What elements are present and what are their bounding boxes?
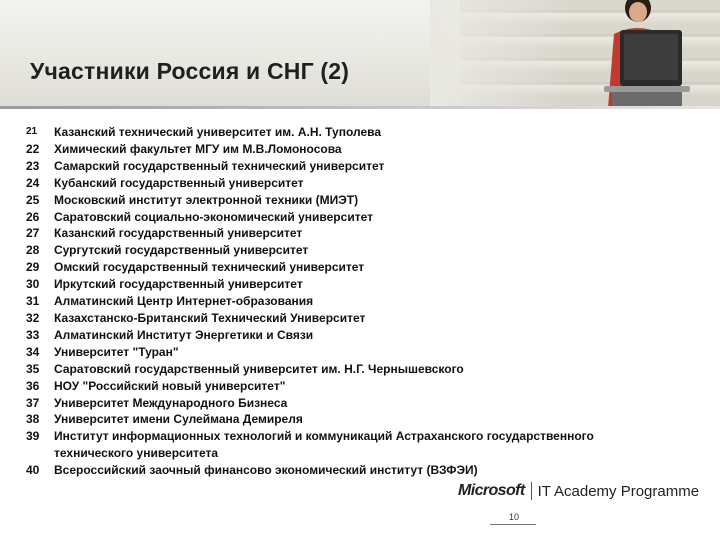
list-item-name: Самарский государственный технический университет: [54, 158, 385, 173]
list-item-number: 30: [26, 277, 40, 292]
list-item-name: Институт информационных технологий и коммуникаций Астраханского государственного технического университета: [54, 429, 594, 461]
list-item-name: Казанский государственный университет: [54, 226, 303, 241]
list-item: [26, 192, 666, 209]
list-item: [26, 158, 666, 175]
list-item: [26, 124, 666, 141]
list-item: [26, 378, 666, 395]
list-item-name: Университет имени Сулеймана Демиреля: [54, 412, 303, 427]
list-item-name: Кубанский государственный университет: [54, 175, 304, 190]
programme-name: IT Academy Programme: [537, 482, 700, 500]
list-item-name: Саратовский социально-экономический университет: [54, 209, 373, 224]
microsoft-wordmark: Microsoft: [458, 482, 525, 499]
list-item-name: Химический факультет МГУ им М.В.Ломоносова: [54, 141, 342, 156]
list-item-name: Алматинский Центр Интернет-образования: [54, 294, 314, 309]
list-item-number: 29: [26, 260, 40, 275]
list-item-name: Сургутский государственный университет: [54, 243, 309, 258]
list-item-number: 26: [26, 209, 40, 224]
list-item: [26, 462, 666, 479]
page-number: 10: [509, 512, 520, 522]
list-item-name: Саратовский государственный университет им. Н.Г. Чернышевского: [54, 361, 464, 376]
list-item-number: 40: [26, 463, 40, 478]
list-item-number: 34: [26, 344, 40, 359]
microsoft-it-academy-logo: [458, 480, 699, 502]
list-item: [26, 293, 666, 310]
list-item-number: 35: [26, 361, 40, 376]
list-item-name: НОУ "Российский новый университет": [54, 378, 286, 393]
slide-title: Участники Россия и СНГ (2): [30, 58, 350, 84]
list-item-name: Казахстанско-Британский Технический Университет: [54, 310, 366, 325]
list-item-number: 27: [26, 226, 40, 241]
list-item-name: Омский государственный технический университет: [54, 260, 365, 275]
participants-list: [26, 124, 666, 479]
list-item: [26, 276, 666, 293]
list-item-number: 22: [26, 141, 40, 156]
list-item-name: Казанский технический университет им. А.Н. Туполева: [54, 125, 382, 139]
list-item-number: 23: [26, 158, 40, 173]
list-item-name: Университет Международного Бизнеса: [54, 395, 288, 410]
list-item: [26, 259, 666, 276]
header-banner: [0, 0, 720, 108]
list-item-number: 36: [26, 378, 40, 393]
list-item-name: Университет "Туран": [54, 344, 179, 359]
list-item: [26, 428, 666, 462]
list-item: [26, 327, 666, 344]
list-item: [26, 175, 666, 192]
list-item-number: 39: [26, 429, 40, 444]
list-item: [26, 411, 666, 428]
list-item-number: 31: [26, 294, 40, 309]
list-item-name: Московский институт электронной техники (МИЭТ): [54, 192, 359, 207]
page-number-underline: [490, 524, 536, 525]
list-item-name: Алматинский Институт Энергетики и Связи: [54, 327, 314, 342]
list-item-number: 32: [26, 310, 40, 325]
list-item-number: 24: [26, 175, 40, 190]
list-item: [26, 310, 666, 327]
list-item: [26, 141, 666, 158]
list-item-number: 25: [26, 192, 40, 207]
list-item: [26, 344, 666, 361]
title-divider: [0, 106, 720, 109]
list-item-number: 38: [26, 412, 40, 427]
list-item-number: 33: [26, 327, 40, 342]
list-item: [26, 395, 666, 412]
list-item: [26, 225, 666, 242]
list-item-number: 21: [26, 126, 38, 137]
list-item: [26, 209, 666, 226]
list-item: [26, 242, 666, 259]
person-with-laptop-illustration: [590, 0, 700, 108]
list-item-name: Иркутский государственный университет: [54, 277, 303, 292]
list-item-number: 37: [26, 395, 40, 410]
list-item-number: 28: [26, 243, 40, 258]
list-item-name: Всероссийский заочный финансово экономический институт (ВЗФЭИ): [54, 463, 478, 478]
list-item: [26, 361, 666, 378]
